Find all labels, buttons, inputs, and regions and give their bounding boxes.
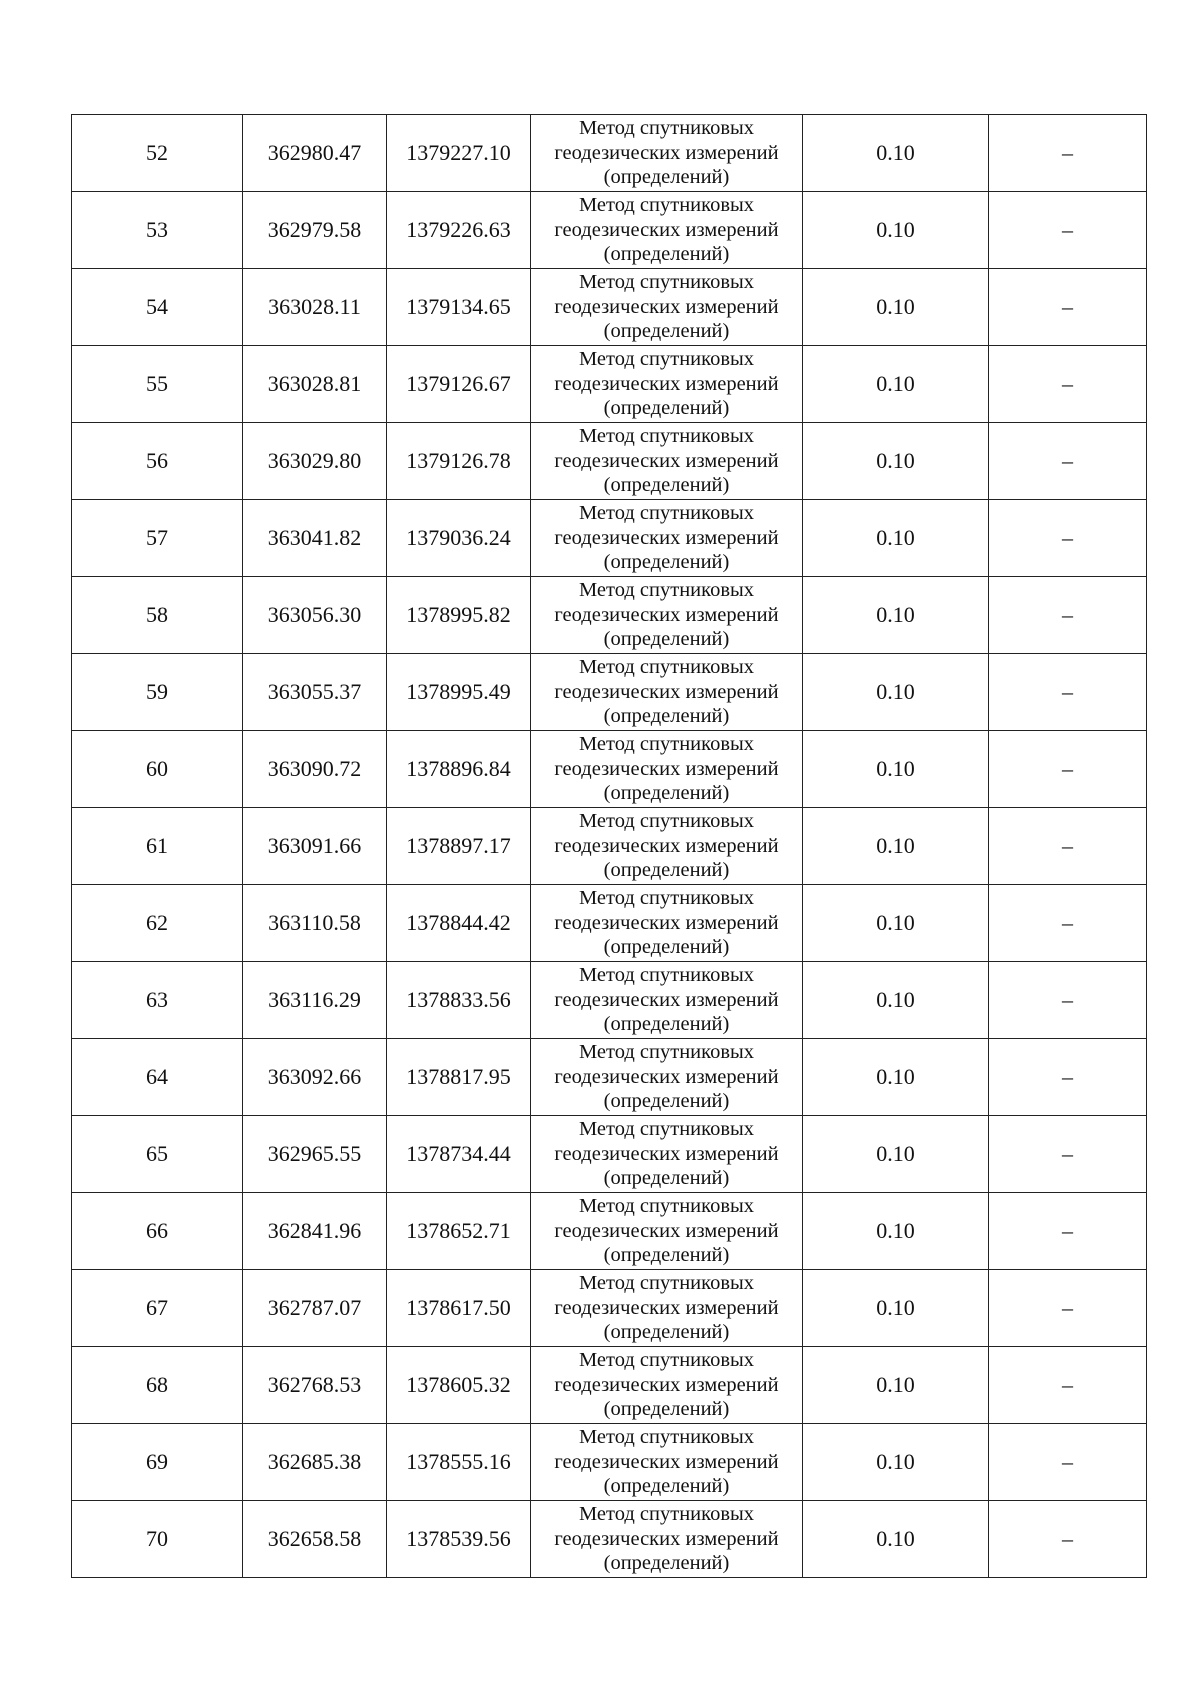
y-coordinate-cell: 1378833.56 — [387, 962, 531, 1039]
x-coordinate-cell: 362658.58 — [243, 1501, 387, 1578]
method-cell — [531, 1347, 803, 1424]
method-line-2: геодезических измерений — [554, 1219, 779, 1242]
method-cell — [531, 346, 803, 423]
point-number-cell: 53 — [72, 192, 243, 269]
point-number-cell: 57 — [72, 500, 243, 577]
method-line-3: (определений) — [603, 320, 730, 343]
x-coordinate-cell: 363056.30 — [243, 577, 387, 654]
method-line-1: Метод спутниковых — [578, 964, 755, 987]
x-coordinate-cell: 363028.81 — [243, 346, 387, 423]
method-line-3: (определений) — [603, 859, 730, 882]
method-line-3: (определений) — [603, 1552, 730, 1575]
point-number-cell: 70 — [72, 1501, 243, 1578]
point-number-cell: 69 — [72, 1424, 243, 1501]
accuracy-cell: 0.10 — [803, 1116, 989, 1193]
y-coordinate-cell: 1379227.10 — [387, 115, 531, 192]
method-cell — [531, 962, 803, 1039]
method-line-1: Метод спутниковых — [578, 194, 755, 217]
method-line-2: геодезических измерений — [554, 834, 779, 857]
y-coordinate-cell: 1379134.65 — [387, 269, 531, 346]
method-line-1: Метод спутниковых — [578, 425, 755, 448]
method-line-1: Метод спутниковых — [578, 502, 755, 525]
x-coordinate-cell: 362980.47 — [243, 115, 387, 192]
method-line-3: (определений) — [603, 1321, 730, 1344]
point-number-cell: 56 — [72, 423, 243, 500]
method-line-1: Метод спутниковых — [578, 1349, 755, 1372]
point-number-cell: 60 — [72, 731, 243, 808]
x-coordinate-cell: 363028.11 — [243, 269, 387, 346]
method-line-2: геодезических измерений — [554, 449, 779, 472]
x-coordinate-cell: 362787.07 — [243, 1270, 387, 1347]
y-coordinate-cell: 1379226.63 — [387, 192, 531, 269]
y-coordinate-cell: 1378844.42 — [387, 885, 531, 962]
point-number-cell: 59 — [72, 654, 243, 731]
method-line-3: (определений) — [603, 397, 730, 420]
method-line-1: Метод спутниковых — [578, 1041, 755, 1064]
method-line-1: Метод спутниковых — [578, 579, 755, 602]
method-line-1: Метод спутниковых — [578, 887, 755, 910]
point-number-cell: 64 — [72, 1039, 243, 1116]
method-line-2: геодезических измерений — [554, 988, 779, 1011]
point-number-cell: 63 — [72, 962, 243, 1039]
description-cell: – — [989, 269, 1147, 346]
method-cell — [531, 1116, 803, 1193]
method-line-1: Метод спутниковых — [578, 117, 755, 140]
y-coordinate-cell: 1378652.71 — [387, 1193, 531, 1270]
accuracy-cell: 0.10 — [803, 808, 989, 885]
description-cell: – — [989, 808, 1147, 885]
description-cell: – — [989, 962, 1147, 1039]
method-line-1: Метод спутниковых — [578, 1272, 755, 1295]
method-cell — [531, 269, 803, 346]
x-coordinate-cell: 362685.38 — [243, 1424, 387, 1501]
x-coordinate-cell: 362841.96 — [243, 1193, 387, 1270]
point-number-cell: 68 — [72, 1347, 243, 1424]
point-number-cell: 58 — [72, 577, 243, 654]
method-line-3: (определений) — [603, 782, 730, 805]
table-row — [72, 192, 1147, 269]
accuracy-cell: 0.10 — [803, 885, 989, 962]
method-cell — [531, 1193, 803, 1270]
method-line-2: геодезических измерений — [554, 218, 779, 241]
table-row — [72, 1424, 1147, 1501]
point-number-cell: 52 — [72, 115, 243, 192]
accuracy-cell: 0.10 — [803, 115, 989, 192]
method-line-2: геодезических измерений — [554, 757, 779, 780]
accuracy-cell: 0.10 — [803, 1347, 989, 1424]
method-cell — [531, 192, 803, 269]
y-coordinate-cell: 1378734.44 — [387, 1116, 531, 1193]
method-line-3: (определений) — [603, 1090, 730, 1113]
accuracy-cell: 0.10 — [803, 1193, 989, 1270]
method-line-1: Метод спутниковых — [578, 1195, 755, 1218]
description-cell: – — [989, 1347, 1147, 1424]
method-line-2: геодезических измерений — [554, 1450, 779, 1473]
x-coordinate-cell: 362768.53 — [243, 1347, 387, 1424]
method-line-1: Метод спутниковых — [578, 1426, 755, 1449]
table-row — [72, 346, 1147, 423]
method-line-2: геодезических измерений — [554, 295, 779, 318]
description-cell: – — [989, 423, 1147, 500]
y-coordinate-cell: 1378896.84 — [387, 731, 531, 808]
accuracy-cell: 0.10 — [803, 1270, 989, 1347]
method-cell — [531, 885, 803, 962]
y-coordinate-cell: 1378897.17 — [387, 808, 531, 885]
method-line-3: (определений) — [603, 1167, 730, 1190]
method-line-2: геодезических измерений — [554, 911, 779, 934]
method-line-1: Метод спутниковых — [578, 1118, 755, 1141]
accuracy-cell: 0.10 — [803, 1039, 989, 1116]
method-line-3: (определений) — [603, 1398, 730, 1421]
table-body — [72, 115, 1147, 1578]
table-row — [72, 654, 1147, 731]
description-cell: – — [989, 885, 1147, 962]
point-number-cell: 55 — [72, 346, 243, 423]
accuracy-cell: 0.10 — [803, 192, 989, 269]
table-row — [72, 731, 1147, 808]
point-number-cell: 65 — [72, 1116, 243, 1193]
method-cell — [531, 577, 803, 654]
point-number-cell: 54 — [72, 269, 243, 346]
method-line-3: (определений) — [603, 705, 730, 728]
method-line-3: (определений) — [603, 936, 730, 959]
x-coordinate-cell: 363029.80 — [243, 423, 387, 500]
description-cell: – — [989, 1039, 1147, 1116]
point-number-cell: 66 — [72, 1193, 243, 1270]
method-line-2: геодезических измерений — [554, 141, 779, 164]
method-cell — [531, 1039, 803, 1116]
table-row — [72, 269, 1147, 346]
method-cell — [531, 808, 803, 885]
method-line-3: (определений) — [603, 1475, 730, 1498]
table-row — [72, 577, 1147, 654]
description-cell: – — [989, 1116, 1147, 1193]
y-coordinate-cell: 1379126.78 — [387, 423, 531, 500]
accuracy-cell: 0.10 — [803, 346, 989, 423]
description-cell: – — [989, 1193, 1147, 1270]
description-cell: – — [989, 654, 1147, 731]
table-row — [72, 423, 1147, 500]
description-cell: – — [989, 192, 1147, 269]
method-line-1: Метод спутниковых — [578, 271, 755, 294]
accuracy-cell: 0.10 — [803, 962, 989, 1039]
description-cell: – — [989, 1424, 1147, 1501]
accuracy-cell: 0.10 — [803, 731, 989, 808]
x-coordinate-cell: 363055.37 — [243, 654, 387, 731]
coordinates-table — [71, 114, 1147, 1578]
y-coordinate-cell: 1378995.82 — [387, 577, 531, 654]
y-coordinate-cell: 1379126.67 — [387, 346, 531, 423]
table-row — [72, 1347, 1147, 1424]
method-cell — [531, 500, 803, 577]
accuracy-cell: 0.10 — [803, 1501, 989, 1578]
method-line-2: геодезических измерений — [554, 1142, 779, 1165]
description-cell: – — [989, 577, 1147, 654]
method-line-3: (определений) — [603, 243, 730, 266]
x-coordinate-cell: 363116.29 — [243, 962, 387, 1039]
description-cell: – — [989, 500, 1147, 577]
method-cell — [531, 654, 803, 731]
table-row — [72, 962, 1147, 1039]
x-coordinate-cell: 362979.58 — [243, 192, 387, 269]
point-number-cell: 61 — [72, 808, 243, 885]
table-row — [72, 1270, 1147, 1347]
method-line-2: геодезических измерений — [554, 1065, 779, 1088]
method-line-2: геодезических измерений — [554, 1296, 779, 1319]
point-number-cell: 67 — [72, 1270, 243, 1347]
accuracy-cell: 0.10 — [803, 654, 989, 731]
table-row — [72, 885, 1147, 962]
y-coordinate-cell: 1378555.16 — [387, 1424, 531, 1501]
method-line-1: Метод спутниковых — [578, 1503, 755, 1526]
method-line-1: Метод спутниковых — [578, 656, 755, 679]
method-line-3: (определений) — [603, 474, 730, 497]
accuracy-cell: 0.10 — [803, 500, 989, 577]
accuracy-cell: 0.10 — [803, 1424, 989, 1501]
method-line-3: (определений) — [603, 1244, 730, 1267]
accuracy-cell: 0.10 — [803, 269, 989, 346]
x-coordinate-cell: 363090.72 — [243, 731, 387, 808]
point-number-cell: 62 — [72, 885, 243, 962]
method-line-1: Метод спутниковых — [578, 348, 755, 371]
table-row — [72, 1193, 1147, 1270]
table-row — [72, 500, 1147, 577]
y-coordinate-cell: 1379036.24 — [387, 500, 531, 577]
method-cell — [531, 1270, 803, 1347]
method-line-2: геодезических измерений — [554, 1527, 779, 1550]
x-coordinate-cell: 363110.58 — [243, 885, 387, 962]
method-line-1: Метод спутниковых — [578, 810, 755, 833]
table-row — [72, 115, 1147, 192]
method-cell — [531, 1424, 803, 1501]
description-cell: – — [989, 731, 1147, 808]
method-cell — [531, 423, 803, 500]
x-coordinate-cell: 363091.66 — [243, 808, 387, 885]
table-row — [72, 1501, 1147, 1578]
y-coordinate-cell: 1378539.56 — [387, 1501, 531, 1578]
method-line-3: (определений) — [603, 1013, 730, 1036]
method-cell — [531, 115, 803, 192]
y-coordinate-cell: 1378995.49 — [387, 654, 531, 731]
method-line-2: геодезических измерений — [554, 680, 779, 703]
description-cell: – — [989, 1501, 1147, 1578]
y-coordinate-cell: 1378605.32 — [387, 1347, 531, 1424]
table-row — [72, 1039, 1147, 1116]
method-cell — [531, 1501, 803, 1578]
accuracy-cell: 0.10 — [803, 423, 989, 500]
method-line-2: геодезических измерений — [554, 526, 779, 549]
y-coordinate-cell: 1378817.95 — [387, 1039, 531, 1116]
method-line-2: геодезических измерений — [554, 603, 779, 626]
accuracy-cell: 0.10 — [803, 577, 989, 654]
table-row — [72, 1116, 1147, 1193]
method-line-2: геодезических измерений — [554, 372, 779, 395]
method-line-1: Метод спутниковых — [578, 733, 755, 756]
method-line-3: (определений) — [603, 551, 730, 574]
description-cell: – — [989, 346, 1147, 423]
method-line-3: (определений) — [603, 166, 730, 189]
y-coordinate-cell: 1378617.50 — [387, 1270, 531, 1347]
method-line-3: (определений) — [603, 628, 730, 651]
x-coordinate-cell: 363041.82 — [243, 500, 387, 577]
description-cell: – — [989, 1270, 1147, 1347]
description-cell: – — [989, 115, 1147, 192]
x-coordinate-cell: 362965.55 — [243, 1116, 387, 1193]
method-line-2: геодезических измерений — [554, 1373, 779, 1396]
table-row — [72, 808, 1147, 885]
x-coordinate-cell: 363092.66 — [243, 1039, 387, 1116]
method-cell — [531, 731, 803, 808]
